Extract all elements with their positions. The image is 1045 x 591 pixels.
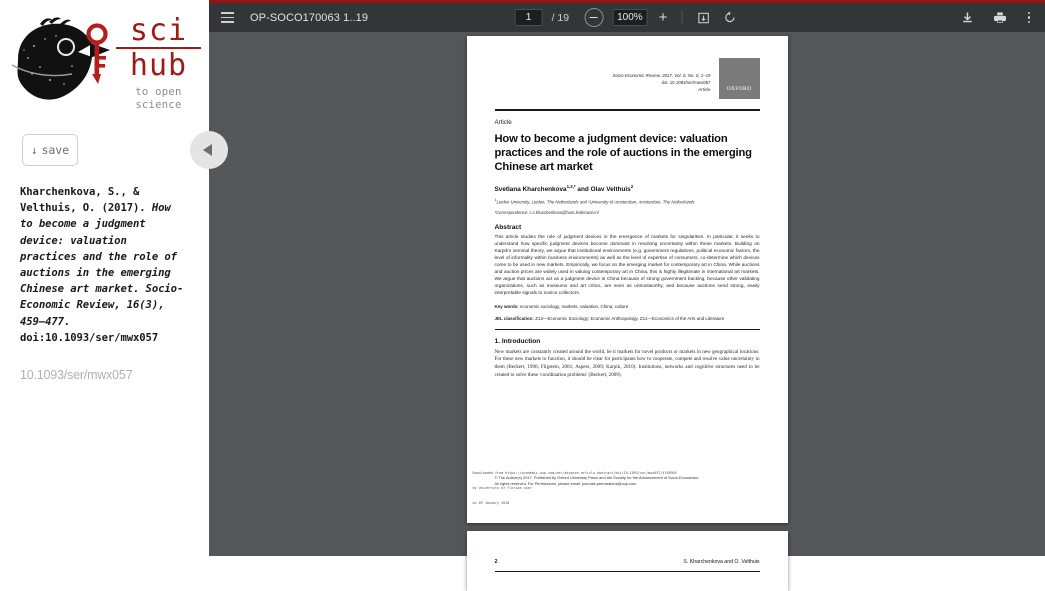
- pdf-viewer: [209, 0, 1045, 565]
- affiliation-sup: 1: [494, 197, 497, 202]
- scihub-wordmark: [116, 12, 201, 112]
- doi-label: 10.1093/ser/mwx057: [20, 368, 133, 383]
- keywords-value: economic sociology, markets, valuation, China, culture: [518, 304, 629, 310]
- scihub-logo: [0, 0, 209, 110]
- download-icon[interactable]: [959, 9, 977, 27]
- jel-label: JEL classification:: [494, 316, 534, 321]
- section-heading: 1. Introduction: [494, 337, 541, 345]
- journal-header: [495, 58, 760, 106]
- download-arrow-icon: ↓: [30, 143, 38, 157]
- tagline-line-2: science: [135, 99, 182, 111]
- oxford-logo-text: OXFORD: [726, 86, 752, 92]
- section-rule: [495, 329, 760, 330]
- journal-meta: [613, 58, 711, 93]
- jel-line: [495, 316, 760, 323]
- header-rule: [495, 109, 760, 111]
- oxford-logo: [719, 58, 760, 99]
- keywords-line: [495, 304, 760, 311]
- pdf-toolbar: [209, 3, 1045, 32]
- collapse-sidebar-button[interactable]: [190, 131, 228, 169]
- article-kicker: Article: [494, 118, 512, 126]
- author-1-sup: 1,2,*: [566, 183, 576, 189]
- rotate-icon[interactable]: [721, 9, 739, 27]
- author-conjunction: and Olav Velthuis: [575, 185, 631, 193]
- copyright-line-2: All rights reserved. For Permissions, please email: journals.permissions@oup.com: [494, 481, 637, 486]
- keywords-label: Key words:: [494, 304, 519, 310]
- tagline-line-1: to open: [135, 86, 182, 98]
- page-2-running-head: S. Kharchenkova and O. Velthuis: [683, 559, 760, 565]
- article-title: How to become a judgment device: valuation practices and the role of auctions in the emerging Chinese art market: [494, 132, 752, 174]
- download-stamp-line-2: by University of Florida user: [472, 486, 532, 490]
- download-stamp-line-1: Downloaded from https://academic.oup.com/ser/advance-article-abstract/doi/10.1093/ser/mwx057/4748905: [472, 471, 677, 475]
- intro-paragraph: New markets are constantly created around the world, be it markets for novel products or markets in new geographical locations. For these new markets to function, it should be clear for participants how to cooperate, compete and resolve value uncertainty in them (Beckert, 1996; Fligstein, 2001; Aspers, 2009; Karpik, 2010). Institutions, networks and cognitive structures need to be created to solve these 'coordination problems' (Beckert, 2009).: [494, 348, 760, 378]
- pdf-pages-scroll-area[interactable]: [209, 32, 1045, 591]
- author-affiliations: [495, 197, 760, 206]
- kebab-menu-icon[interactable]: [1023, 10, 1036, 26]
- journal-type-line: Article: [698, 87, 711, 92]
- citation-text: [20, 184, 189, 346]
- toolbar-divider: [681, 10, 682, 25]
- abstract-body: This article studies the role of judgment devices in the emergence of markets for singularities. In particular, it seeks to understand how specific judgment devices become dominant in resolving uncertainty within these markets. Building on Karpik's seminal theory, we argue that institutional environments (e.g. government regulations, political economic factors, the level of informality within business environments) as well as the level of expertise of consumers, co-determine which devices come to be used in new markets. Empirically, we focus on the emerging market for contemporary art in China. While auctions and auction prices are widely used in valuing contemporary art in China, this is highly illegitimate in international art markets. We argue that auctions act as a judgment device in China because of strong government backing, because other validating organizations, such as museums and art critics, are seen as untrustworthy, and because auctions send strong, easily interpretable signals to novice collectors.: [494, 234, 760, 297]
- page-number-input[interactable]: 1: [515, 9, 543, 26]
- save-button[interactable]: [22, 134, 78, 166]
- article-authors: [495, 184, 760, 193]
- scihub-sidebar: [0, 0, 209, 556]
- citation-title-journal: How to become a judgment device: valuation practices and the role of auctions in the emerging Chinese art market. Socio-Economic Review, 16(3), 459—477.: [20, 202, 184, 328]
- zoom-in-button[interactable]: +: [658, 9, 668, 26]
- abstract-heading: Abstract: [494, 223, 522, 231]
- journal-citation-line: Socio-Economic Review, 2017, Vol. 0, No. 0, 1–19: [612, 73, 711, 78]
- page-2-header: [495, 559, 760, 565]
- logo-hub: hub: [129, 48, 188, 83]
- hamburger-icon[interactable]: [219, 10, 236, 25]
- page-2-number: 2: [494, 559, 498, 565]
- fit-page-icon[interactable]: [694, 9, 712, 27]
- copyright-line-1: © The Author(s) 2017. Published by Oxford University Press and the Society for the Advancement of Socio-Economics.: [494, 475, 700, 480]
- print-icon[interactable]: [991, 9, 1009, 27]
- logo-sci: sci: [116, 16, 201, 49]
- page-zoom-controls: [515, 8, 740, 27]
- download-stamp-line-3: on 09 January 2018: [472, 501, 510, 505]
- logo-tagline: [116, 86, 201, 112]
- zoom-level-display[interactable]: 100%: [612, 9, 648, 26]
- raven-logo-icon: [4, 12, 116, 112]
- download-stamp: [473, 461, 677, 516]
- pdf-page-2: [467, 531, 788, 591]
- zoom-out-button[interactable]: [584, 8, 603, 27]
- pdf-page-1: [467, 36, 788, 523]
- jel-value: Z13—Economic Sociology; Economic Anthropology, Z11—Economics of the Arts and Literature: [533, 316, 725, 321]
- page-total-label: / 19: [551, 11, 570, 24]
- citation-authors-year: Kharchenkova, S., & Velthuis, O. (2017).: [20, 186, 152, 215]
- citation-doi: doi:10.1093/ser/mwx057: [20, 331, 159, 344]
- correspondence-line: *Correspondence: s.s.kharchenkova@hum.leidenuniv.nl: [494, 209, 599, 215]
- author-2-sup: 2: [630, 183, 634, 189]
- page-2-rule: [495, 571, 760, 572]
- chevron-left-icon: [203, 144, 212, 156]
- author-1: Svetlana Kharchenkova: [494, 185, 567, 193]
- affiliation-text: Leiden University, Leiden, The Netherlands and ²University of Amsterdam, Amsterdam, The Netherlands: [496, 199, 695, 205]
- save-button-label: save: [41, 143, 70, 157]
- document-title: OP-SOCO170063 1..19: [250, 11, 369, 24]
- journal-doi-line: doi: 10.1093/ser/mwx057: [661, 80, 711, 85]
